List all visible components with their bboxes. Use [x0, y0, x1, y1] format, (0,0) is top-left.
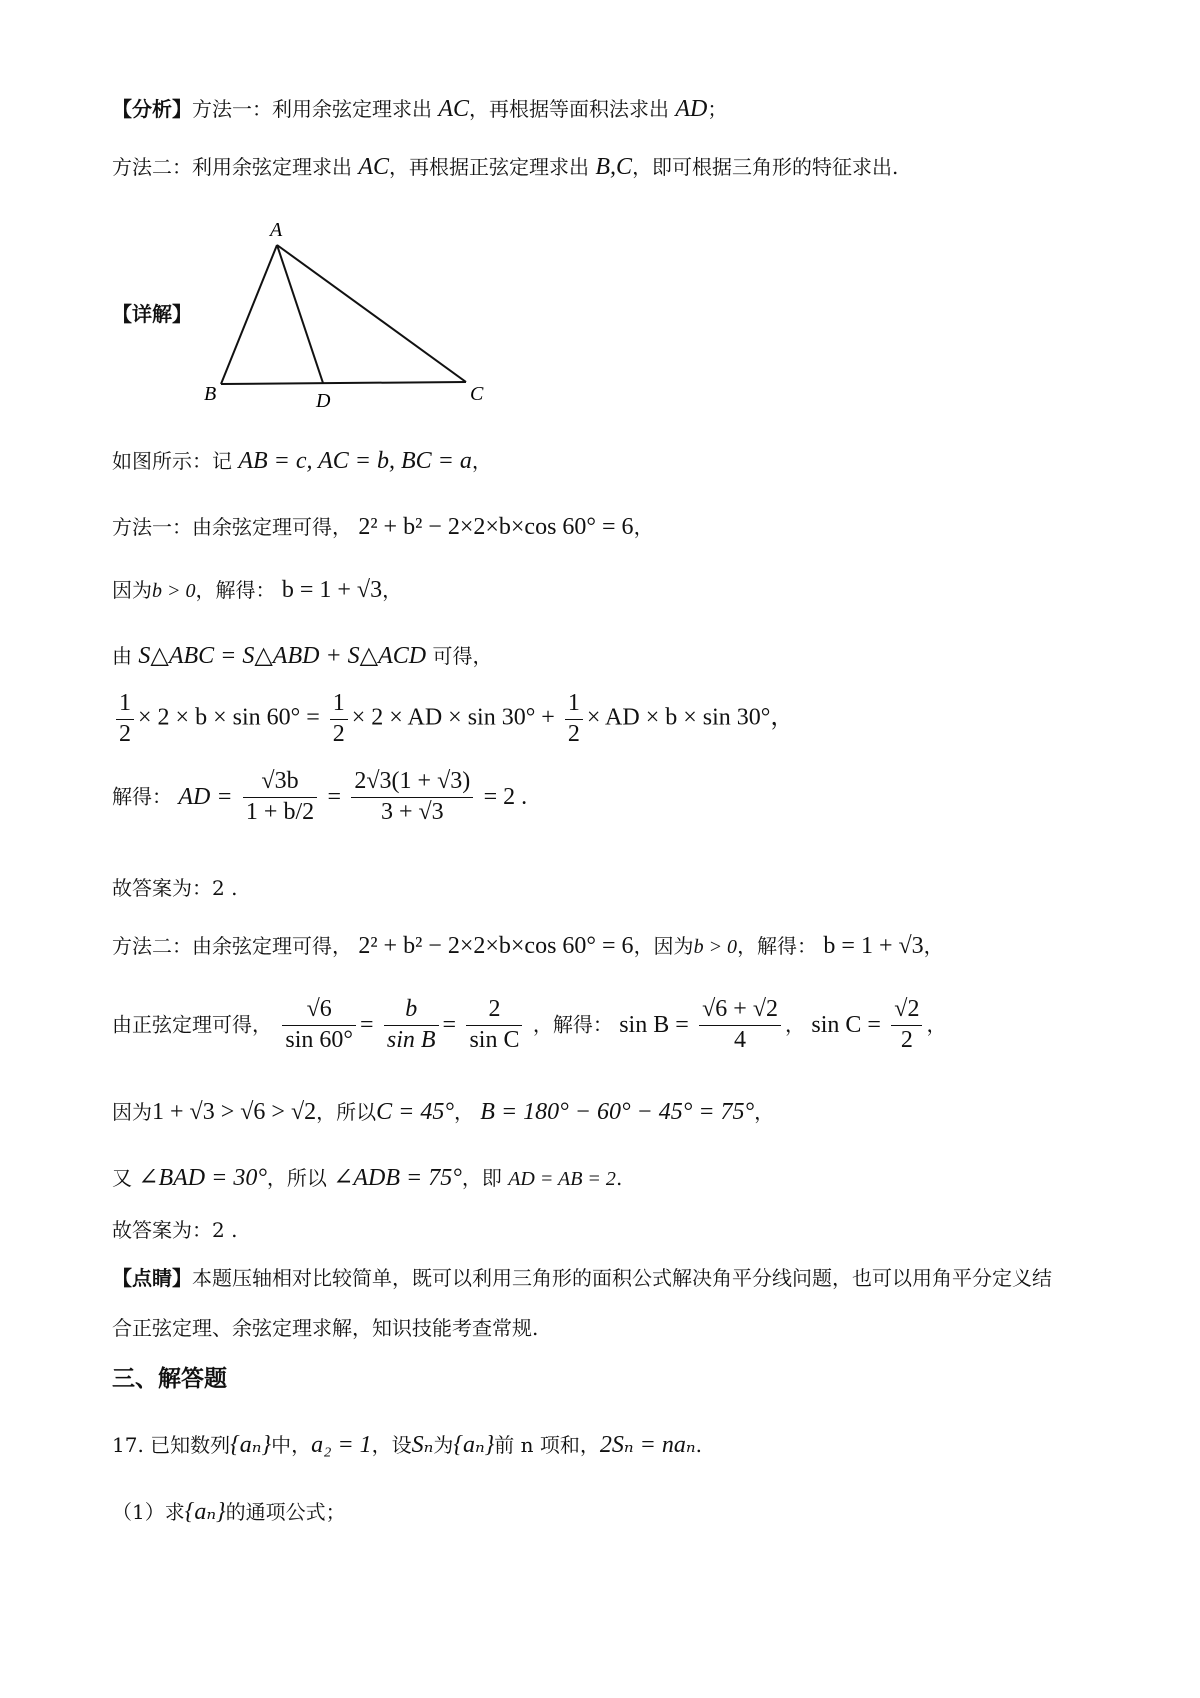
math-term: × 2 × AD × sin 30° + [351, 704, 555, 731]
text: 如图所示：记 [112, 449, 232, 473]
analysis-tag: 【分析】 [112, 97, 192, 121]
math-seq: {aₙ} [453, 1432, 495, 1458]
label-d: D [316, 390, 331, 412]
math-ad-lhs: AD = [178, 784, 233, 811]
comment-line-1 [112, 1266, 1052, 1291]
comment-text: 本题压轴相对比较简单，既可以利用三角形的面积公式解决角平分线问题，也可以用角平分定义结 [192, 1266, 1052, 1290]
sine-law-line: 由正弦定理可得， $\frac{√6}{\sin 60^\circ}$ = $\frac{b}{\text{sin B}}$ = $\frac{2}{\text{sin C}}$ ，解得： sin B = $\frac{√6 + √2}{4}$ ， sin C = $\frac{√2}{2}$ ， [112, 996, 947, 1053]
area-expand-line [112, 690, 794, 748]
math-ad-result: = 2 . [483, 784, 528, 811]
triangle-figure [190, 212, 490, 412]
question-label: （1）求 [112, 1500, 185, 1524]
text: ，所以 [316, 1100, 377, 1124]
text: 因为 [112, 578, 152, 602]
text: ，所以 [266, 1166, 327, 1190]
analysis-text: 方法二：利用余弦定理求出 [112, 155, 352, 179]
fraction-sine-1: $\frac{√6}{\sin 60^\circ}$ [282, 996, 356, 1054]
math-seq: {aₙ} [230, 1432, 272, 1458]
text: 又 [112, 1166, 132, 1190]
text: 中， [271, 1433, 312, 1457]
fraction-half: $\frac{1}{2}$ [116, 690, 134, 748]
math-ad: AD [675, 96, 708, 122]
math-angle-adb: ∠ADB = 75° [333, 1165, 462, 1191]
text: 方法二：由余弦定理可得， [112, 934, 352, 958]
fraction-sine-2: $\frac{b}{\text{sin B}}$ [384, 996, 439, 1054]
fraction-ad-2: $\frac{2√3(1 + √3)}{3 + √3}$ [351, 768, 473, 826]
edge-ac [277, 245, 466, 382]
fraction-ad-1: $\frac{√3b}{1 + b/2}$ [243, 768, 317, 826]
text: ，解得： [195, 578, 276, 602]
math-law-of-cosines: 2² + b² − 2×2×b×cos 60° = 6 [358, 514, 634, 540]
math-b-value: b = 1 + √3 [281, 577, 383, 603]
text: ，因为 [633, 934, 694, 958]
method1-line [112, 512, 654, 542]
math-a2: a₂ = 1 [311, 1432, 372, 1458]
comment-line-2: 合正弦定理、余弦定理求解，知识技能考查常规. [112, 1316, 539, 1340]
segment-ad [277, 245, 323, 383]
text: 为 [433, 1433, 454, 1457]
analysis-text: 方法一：利用余弦定理求出 [192, 97, 432, 121]
math-seq: {aₙ} [184, 1499, 226, 1525]
detail-tag: 【详解】 [112, 302, 192, 326]
text: ， [382, 578, 403, 602]
math-relation: 2Sₙ = naₙ [599, 1432, 696, 1458]
fraction-half: $\frac{1}{2}$ [565, 690, 583, 748]
math-area-sum: S△ABC = S△ABD + S△ACD [138, 643, 427, 669]
math-sinc: sin C = [811, 1012, 881, 1039]
text: ，解得： [737, 934, 818, 958]
math-b-positive: b > 0 [693, 936, 738, 958]
text: 方法一：由余弦定理可得， [112, 515, 352, 539]
analysis-line-1 [112, 94, 727, 124]
comment-tag: 【点睛】 [112, 1266, 192, 1290]
math-law-of-cosines: 2² + b² − 2×2×b×cos 60° = 6 [358, 933, 634, 959]
method2-line [112, 931, 944, 961]
section-title: 三、解答题 [112, 1365, 227, 1392]
analysis-text: ，再根据正弦定理求出 [389, 155, 590, 179]
ad-solve-line [112, 768, 527, 826]
fraction-sinc: $\frac{√2}{2}$ [891, 996, 922, 1054]
text: 由 [112, 644, 132, 668]
text: 前 n 项和， [494, 1433, 600, 1457]
math-b-positive: b > 0 [152, 580, 196, 602]
question-1-line [112, 1497, 346, 1527]
text: ，解得： [532, 1012, 613, 1037]
analysis-line-2 [112, 152, 898, 182]
math-term: × 2 × b × sin 60° = [138, 704, 320, 731]
analysis-text: ，再根据等面积法求出 [469, 97, 670, 121]
problem-number: 17. 已知数列 [112, 1433, 231, 1457]
answer-1: 故答案为：2 . [112, 876, 238, 900]
fraction-sine-3: $\frac{2}{\text{sin C}}$ [466, 996, 522, 1054]
math-ad-ab: AD = AB = 2 [508, 1168, 616, 1190]
edge-bc [221, 382, 466, 384]
math-angle-bad: ∠BAD = 30° [138, 1165, 267, 1191]
text: 因为 [112, 1100, 152, 1124]
text: ，设 [371, 1433, 412, 1457]
text: ，即 [461, 1166, 502, 1190]
angle-line: 又 ∠BAD = 30°，所以 ∠ADB = 75°，即 AD = AB = 2. [112, 1165, 623, 1191]
label-c: C [470, 383, 484, 405]
math-c-angle: C = 45° [376, 1099, 454, 1125]
analysis-text: ； [707, 97, 728, 121]
area-line [112, 641, 492, 671]
analysis-text: ，即可根据三角形的特征求出. [632, 155, 899, 179]
math-intro: AB = c, AC = b, BC = a [238, 448, 472, 474]
fraction-half: $\frac{1}{2}$ [330, 690, 348, 748]
text: 由正弦定理可得， [112, 1012, 272, 1037]
edge-ab [221, 245, 277, 384]
label-a: A [270, 219, 283, 241]
b-solve-line [112, 575, 402, 605]
text: ， [633, 515, 654, 539]
math-inequality: 1 + √3 > √6 > √2 [152, 1099, 317, 1125]
math-ac: AC [358, 154, 390, 180]
text: 解得： [112, 784, 172, 809]
math-sn: Sₙ [411, 1432, 434, 1458]
math-eq: = [327, 784, 342, 811]
problem-17-line: 17. 已知数列{aₙ}中，a₂ = 1，设Sₙ为{aₙ}前 n 项和，2Sₙ = naₙ. [112, 1432, 702, 1458]
label-b: B [204, 383, 217, 405]
text: 的通项公式； [225, 1500, 346, 1524]
fraction-sinb: $\frac{√6 + √2}{4}$ [699, 996, 781, 1054]
inequality-line: 因为1 + √3 > √6 > √2，所以C = 45°， B = 180° − 60° − 45° = 75°， [112, 1099, 775, 1125]
math-term: × AD × b × sin 30°， [586, 704, 795, 731]
math-b-angle: B = 180° − 60° − 45° = 75° [480, 1099, 755, 1125]
math-sinb: sin B = [619, 1012, 689, 1039]
answer-2: 故答案为：2 . [112, 1218, 238, 1242]
text: ， [471, 449, 492, 473]
text: 可得， [432, 644, 493, 668]
math-ac: AC [438, 96, 470, 122]
intro-line [112, 446, 492, 476]
math-b-value: b = 1 + √3 [823, 933, 924, 959]
math-bc: B,C [595, 154, 633, 180]
text: ， [923, 934, 944, 958]
